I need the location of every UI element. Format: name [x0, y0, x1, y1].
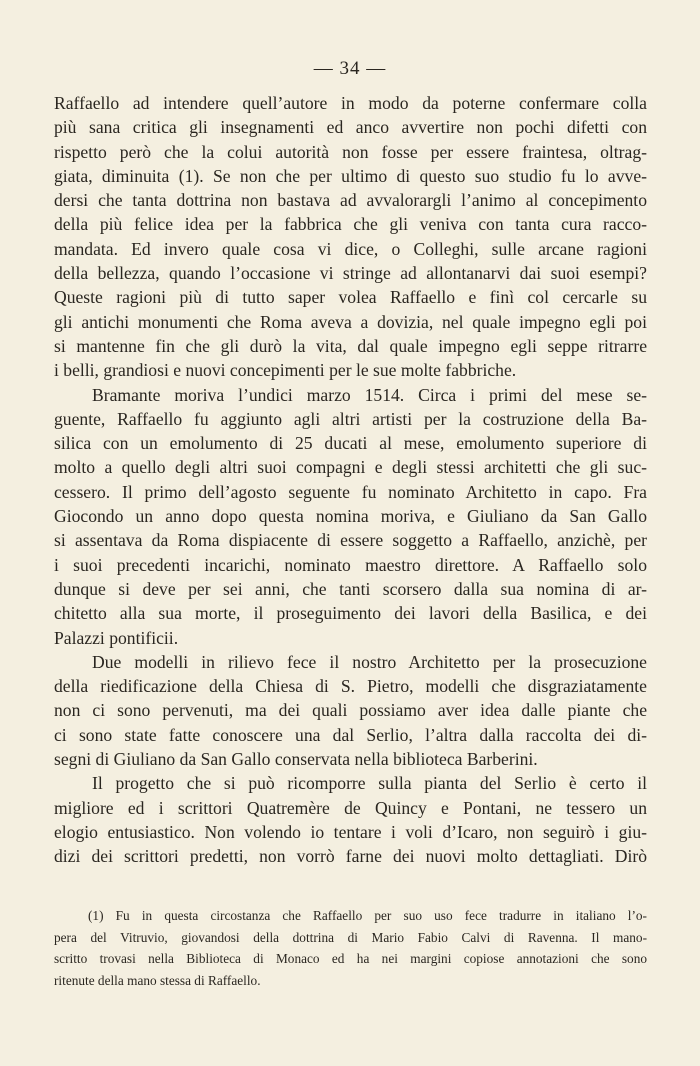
text-line: Giocondo un anno dopo questa nomina moriva, e Giuliano da San Gallo: [54, 506, 647, 527]
text-line: rispetto però che la colui autorità non fosse per essere fraintesa, oltrag-: [54, 141, 647, 162]
text-line: dizi dei scrittori predetti, non vorrò farne dei nuovi molto dettagliati. Dirò: [54, 846, 647, 867]
text-line: ci sono state fatte conoscere una dal Serlio, l’altra dalla raccolta dei di-: [54, 724, 647, 745]
footnote-line: ritenute della mano stessa di Raffaello.: [54, 973, 261, 989]
text-line: della riedificazione della Chiesa di S. Pietro, modelli che disgraziatamente: [54, 676, 647, 697]
text-line: elogio entusiastico. Non volendo io tentare i voli d’Icaro, non seguirò i giu-: [54, 821, 647, 842]
text-line: silica con un emolumento di 25 ducati al mese, emolumento superiore di: [54, 433, 647, 454]
text-line: Palazzi pontificii.: [54, 627, 179, 648]
text-line: segni di Giuliano da San Gallo conservata nella biblioteca Barberini.: [54, 749, 538, 770]
text-line: Bramante moriva l’undici marzo 1514. Circa i primi del mese se-: [92, 384, 647, 405]
footnote: [54, 905, 647, 992]
paragraph-3: [54, 650, 647, 771]
text-line: dersi che tanta dottrina non bastava ad avvalorargli l’animo al concepimento: [54, 190, 647, 211]
text-line: non ci sono pervenuti, ma dei quali possiamo aver idea dalle piante che: [54, 700, 647, 721]
text-line: mandata. Ed invero quale cosa vi dice, o Colleghi, sulle arcane ragioni: [54, 238, 647, 259]
body-text: [54, 91, 647, 869]
text-line: migliore ed i scrittori Quatremère de Quincy e Pontani, ne tessero un: [54, 797, 647, 818]
text-line: Raffaello ad intendere quell’autore in modo da poterne confermare colla: [54, 93, 647, 113]
page-number: — 34 —: [313, 58, 387, 79]
text-line: giata, diminuita (1). Se non che per ultimo di questo suo studio fu lo avve-: [54, 165, 647, 186]
footnote-line: scritto trovasi nella Biblioteca di Monaco ed ha nei margini copiose annotazioni che sono: [54, 951, 647, 967]
paragraph-1: [54, 91, 647, 383]
text-line: della più felice idea per la fabbrica che gli veniva con tanta cura racco-: [54, 214, 647, 235]
text-line: dunque si deve per sei anni, che tanti scorsero dalla sua nomina di ar-: [54, 578, 647, 599]
text-line: chitetto alla sua morte, il proseguimento dei lavori della Basilica, e dei: [54, 603, 647, 624]
text-line: Il progetto che si può ricomporre sulla pianta del Serlio è certo il: [92, 773, 647, 794]
text-line: si assentava da Roma dispiacente di essere soggetto a Raffaello, anzichè, per: [54, 530, 647, 551]
footnote-line: pera del Vitruvio, giovandosi della dottrina di Mario Fabio Calvi di Ravenna. Il mano-: [54, 929, 647, 945]
paragraph-4: [54, 771, 647, 868]
text-line: si mantenne fin che gli durò la vita, dal quale impegno egli seppe ritrarre: [54, 335, 647, 356]
paragraph-2: [54, 383, 647, 650]
text-line: della bellezza, quando l’occasione vi stringe ad allontanarvi dai suoi esempi?: [54, 263, 647, 284]
text-line: i belli, grandiosi e nuovi concepimenti per le sue molte fabbriche.: [54, 360, 517, 381]
footnote-line: (1) Fu in questa circostanza che Raffaello per suo uso fece tradurre in italiano l’o-: [88, 908, 647, 923]
text-line: molto a quello degli altri suoi compagni e degli stessi architetti che gli suc-: [54, 457, 647, 478]
text-line: guente, Raffaello fu aggiunto agli altri artisti per la costruzione della Ba-: [54, 408, 647, 429]
text-line: Due modelli in rilievo fece il nostro Architetto per la prosecuzione: [92, 651, 647, 672]
text-line: gli antichi monumenti che Roma aveva a dovizia, nel quale impegno egli poi: [54, 311, 647, 332]
text-line: più sana critica gli insegnamenti ed anco avvertire non pochi difetti con: [54, 117, 647, 138]
text-line: i suoi precedenti incarichi, nominato maestro direttore. A Raffaello solo: [54, 554, 647, 575]
text-line: cessero. Il primo dell’agosto seguente fu nominato Architetto in capo. Fra: [54, 481, 647, 502]
text-line: Queste ragioni più di tutto saper volea Raffaello e finì col cercarle su: [54, 287, 647, 308]
